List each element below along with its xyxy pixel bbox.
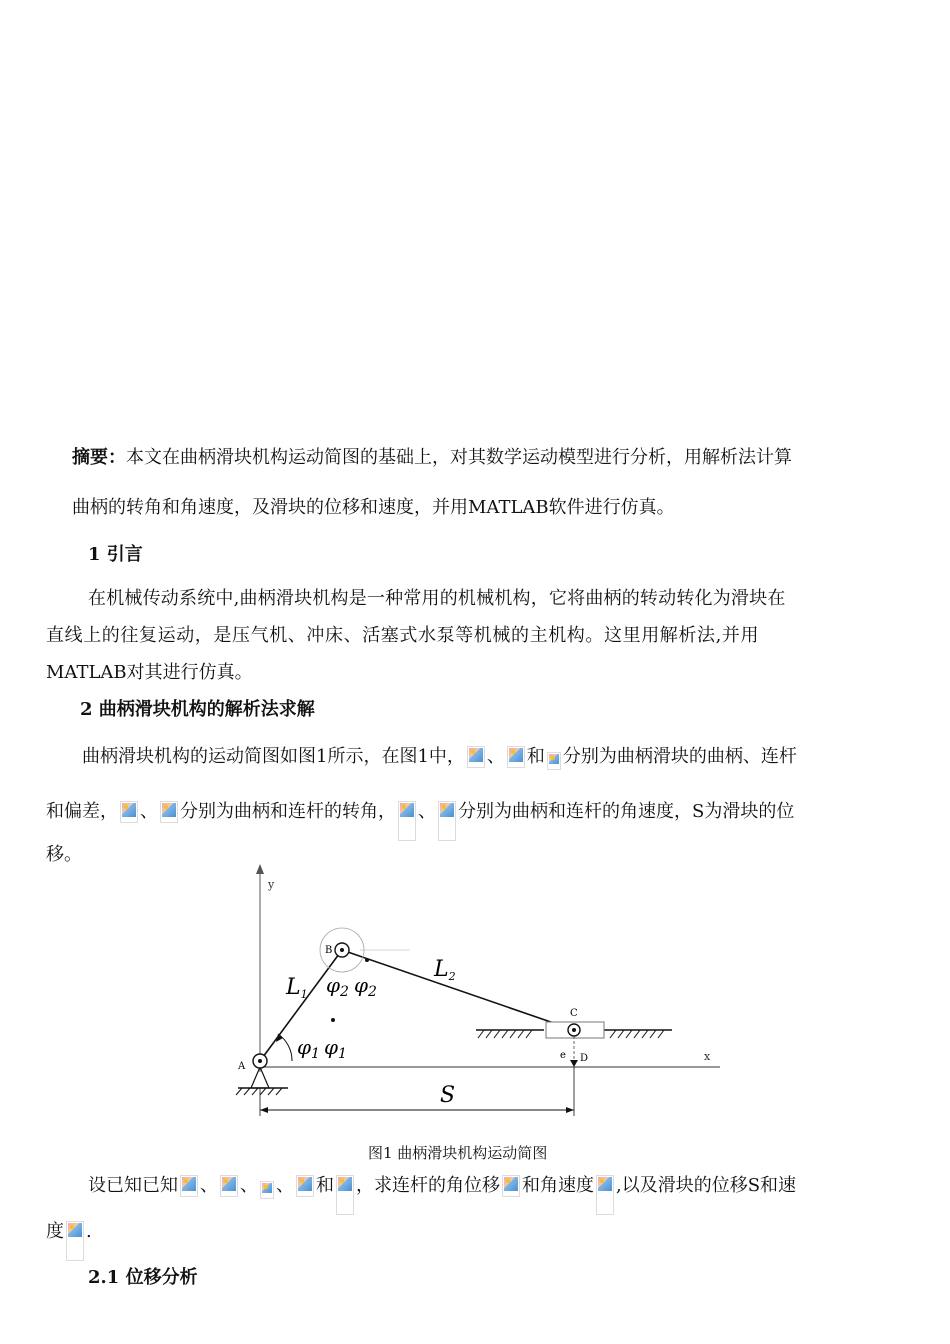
point-a-label: A — [238, 1061, 246, 1072]
section-2-para-line-1 — [82, 745, 797, 770]
label-s: S — [440, 1083, 456, 1108]
label-l1: L1 — [286, 975, 308, 1001]
separator: 、 — [276, 1175, 294, 1196]
label-phi2-b: $\varphi_2$ — [354, 973, 377, 1000]
point-d-label: D — [580, 1053, 589, 1064]
formula-image-icon — [296, 1175, 314, 1197]
y-axis-label: y — [268, 878, 275, 891]
formula-image-icon — [336, 1175, 354, 1215]
para-text: 度 — [46, 1221, 64, 1242]
section-2-para-line-2 — [46, 800, 794, 841]
ground-hatch-a — [236, 1088, 282, 1095]
section-2-heading: 2 曲柄滑块机构的解析法求解 — [80, 699, 315, 720]
given-line-1 — [88, 1174, 796, 1215]
formula-image-icon — [260, 1181, 274, 1199]
conjunction: 和 — [316, 1175, 334, 1196]
section-1-line-1: 在机械传动系统中,曲柄滑块机构是一种常用的机械机构，它将曲柄的转动转化为滑块在 — [88, 588, 786, 609]
para-text: 曲柄滑块机构的运动简图如图1所示，在图1中， — [82, 746, 465, 767]
separator: 、 — [240, 1175, 258, 1196]
crank-slider-diagram — [220, 862, 740, 1122]
point-c-label: C — [570, 1008, 578, 1019]
x-axis-label: x — [704, 1050, 711, 1063]
para-text: 和角速度 — [522, 1175, 594, 1196]
separator: 、 — [418, 801, 436, 822]
section-2-para-line-3: 移。 — [46, 844, 82, 865]
para-text: 和偏差， — [46, 801, 118, 822]
separator: 、 — [200, 1175, 218, 1196]
label-phi1-a: $\varphi_1$ — [297, 1035, 320, 1062]
formula-image-icon — [220, 1175, 238, 1197]
label-phi1-b: $\varphi_1$ — [324, 1035, 347, 1062]
abstract-line-1 — [72, 446, 792, 470]
para-text: 分别为曲柄和连杆的角速度，S为滑块的位 — [458, 801, 795, 822]
formula-image-icon — [66, 1221, 84, 1261]
para-text: 设已知已知 — [88, 1175, 178, 1196]
abstract-line-2: 曲柄的转角和角速度，及滑块的位移和速度，并用MATLAB软件进行仿真。 — [72, 497, 675, 518]
para-text: 分别为曲柄滑块的曲柄、连杆 — [562, 746, 797, 767]
point-b-label: B — [325, 945, 333, 956]
label-phi2-a: $\varphi_2$ — [326, 973, 349, 1000]
formula-image-icon — [180, 1175, 198, 1197]
formula-image-icon — [120, 801, 138, 823]
para-text: ，求连杆的角位移 — [356, 1175, 500, 1196]
formula-image-icon — [502, 1175, 520, 1197]
conjunction: 和 — [526, 746, 545, 767]
given-line-2 — [46, 1220, 92, 1261]
label-l2: L2 — [434, 957, 456, 983]
para-text: 分别为曲柄和连杆的转角， — [180, 801, 396, 822]
figure-caption: 图1 曲柄滑块机构运动简图 — [368, 1144, 548, 1162]
offset-e-label: e — [560, 1050, 566, 1061]
formula-image-icon — [467, 746, 485, 768]
section-1-heading: 1 引言 — [88, 544, 143, 565]
abstract-text-1: 本文在曲柄滑块机构运动简图的基础上，对其数学运动模型进行分析，用解析法计算 — [126, 447, 792, 468]
formula-image-icon — [507, 746, 525, 768]
separator: 、 — [140, 801, 158, 822]
para-text: . — [86, 1221, 92, 1242]
formula-image-icon — [438, 801, 456, 841]
para-text: ,以及滑块的位移S和速 — [616, 1175, 797, 1196]
formula-image-icon — [160, 801, 178, 823]
separator: 、 — [486, 746, 505, 767]
formula-image-icon — [596, 1175, 614, 1215]
section-1-line-3: MATLAB对其进行仿真。 — [46, 662, 253, 683]
y-axis-arrow — [256, 864, 264, 874]
formula-image-icon — [547, 752, 561, 770]
formula-image-icon — [398, 801, 416, 841]
section-2-1-heading: 2.1 位移分析 — [88, 1267, 198, 1288]
section-1-line-2: 直线上的往复运动，是压气机、冲床、活塞式水泵等机械的主机构。这里用解析法,并用 — [46, 625, 760, 646]
abstract-label: 摘要： — [72, 447, 126, 468]
